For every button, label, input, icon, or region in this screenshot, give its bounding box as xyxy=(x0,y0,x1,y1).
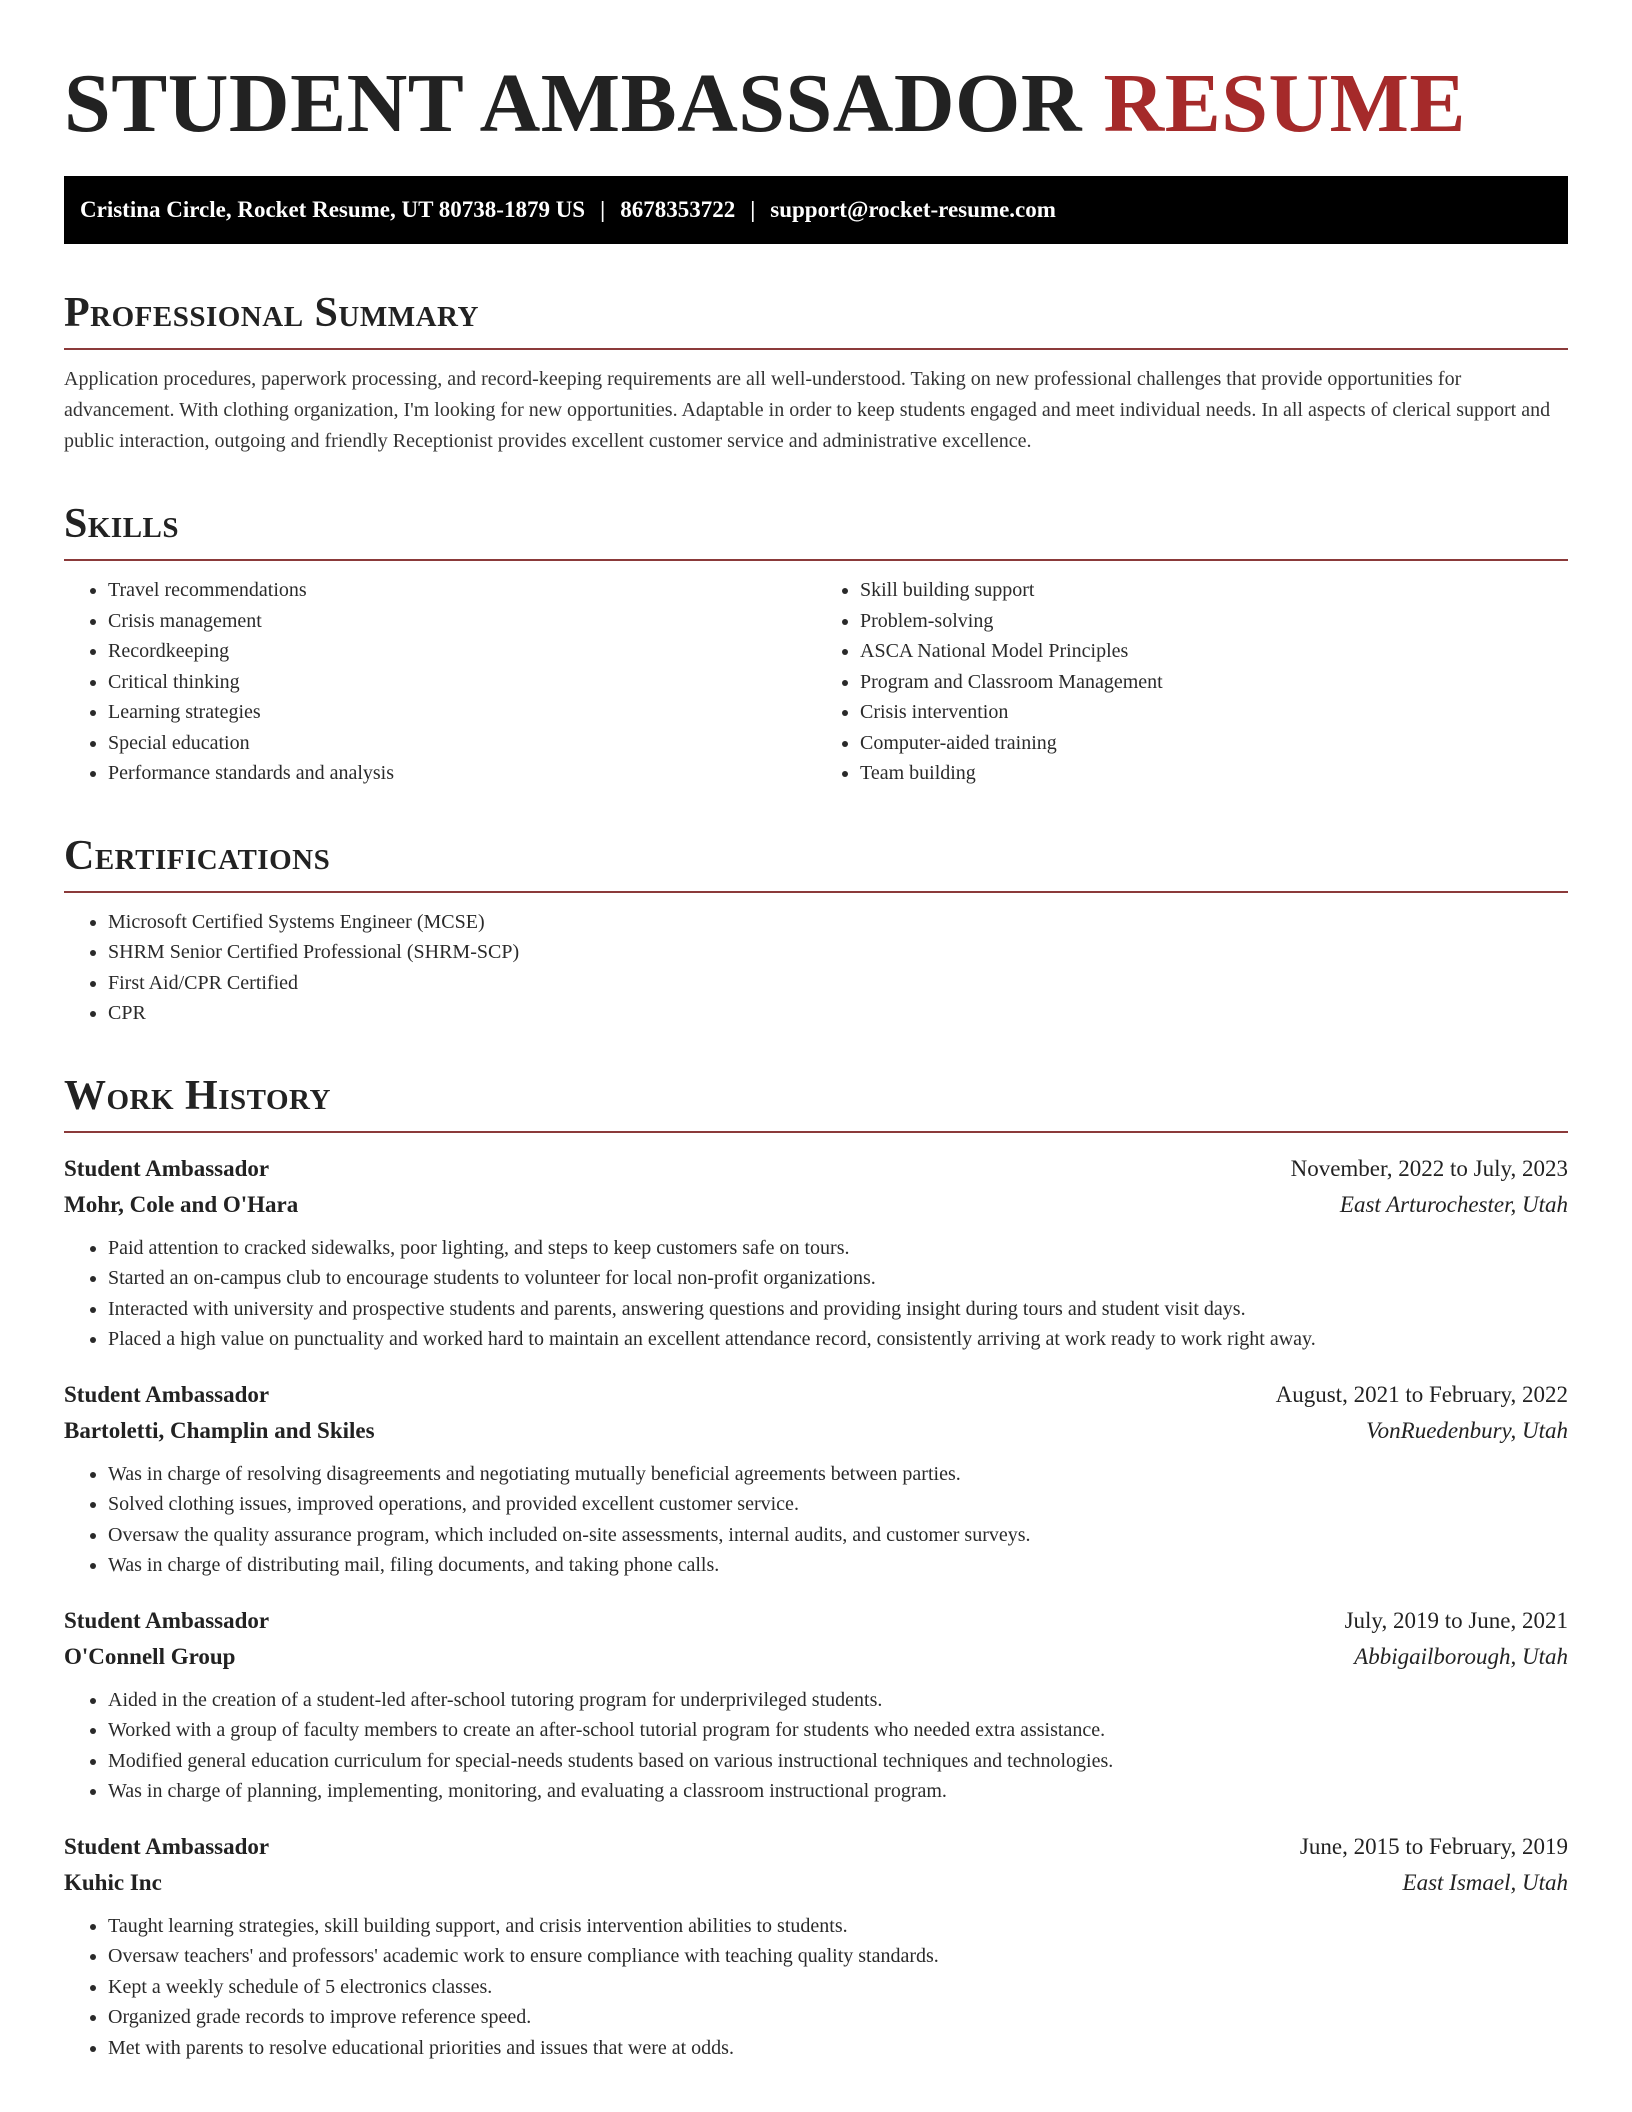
contact-bar xyxy=(64,176,1568,244)
skill-item: • ASCA National Model Principles xyxy=(860,636,1568,667)
skill-item: • Crisis management xyxy=(108,606,816,637)
job-title: Student Ambassador xyxy=(64,1155,270,1181)
contact-separator: | xyxy=(600,197,606,222)
job-entry xyxy=(64,1603,1568,1807)
job-duty-item: • Modified general education curriculum for special-needs students based on various instructional techniques and technologies. xyxy=(108,1746,1568,1777)
title-accent: RESUME xyxy=(1103,57,1466,150)
resume-title xyxy=(64,56,1568,152)
skill-item: • Skill building support xyxy=(860,575,1568,606)
skills-list-right xyxy=(816,575,1568,789)
job-duties xyxy=(64,1911,1568,2064)
job-header-row xyxy=(64,1377,1568,1413)
summary-text: Application procedures, paperwork processing, and record-keeping requirements are all well-understood. Taking on new professional challenges that provide opportunities for advancement. With clothing organization, I'm looking for new opportunities. Adaptable in order to keep students engaged and meet individual needs. In all aspects of clerical support and public interaction, outgoing and friendly Receptionist provides excellent customer service and administrative excellence. xyxy=(64,368,1551,452)
certification-item: • Microsoft Certified Systems Engineer (MCSE) xyxy=(108,907,1568,938)
skill-item: • Learning strategies xyxy=(108,697,816,728)
skill-item: • Computer-aided training xyxy=(860,728,1568,759)
summary-heading: Professional Summary xyxy=(64,288,1568,350)
job-duty-item: • Was in charge of planning, implementing, monitoring, and evaluating a classroom instructional program. xyxy=(108,1776,1568,1807)
job-title: Student Ambassador xyxy=(64,1607,270,1633)
certifications-list xyxy=(64,907,1568,1029)
job-duty-item: • Was in charge of distributing mail, filing documents, and taking phone calls. xyxy=(108,1550,1568,1581)
skill-item: • Program and Classroom Management xyxy=(860,667,1568,698)
job-duty-item: • Oversaw the quality assurance program, which included on-site assessments, internal audits, and customer surveys. xyxy=(108,1520,1568,1551)
skill-item: • Performance standards and analysis xyxy=(108,758,816,789)
job-company-row xyxy=(64,1187,1568,1223)
job-location: East Arturochester, Utah xyxy=(1339,1191,1568,1217)
job-duty-item: • Solved clothing issues, improved operations, and provided excellent customer service. xyxy=(108,1489,1568,1520)
job-company: Bartoletti, Champlin and Skiles xyxy=(64,1417,375,1443)
skill-item: • Travel recommendations xyxy=(108,575,816,606)
contact-address: Cristina Circle, Rocket Resume, UT 80738-1879 US xyxy=(80,197,586,222)
job-entry xyxy=(64,1377,1568,1581)
job-duties xyxy=(64,1685,1568,1807)
job-duty-item: • Met with parents to resolve educational priorities and issues that were at odds. xyxy=(108,2033,1568,2064)
title-main: STUDENT AMBASSADOR xyxy=(64,57,1083,150)
certifications-heading: Certifications xyxy=(64,831,1568,893)
job-duty-item: • Taught learning strategies, skill building support, and crisis intervention abilities to students. xyxy=(108,1911,1568,1942)
job-entry xyxy=(64,1151,1568,1355)
job-dates: November, 2022 to July, 2023 xyxy=(1290,1155,1568,1181)
certification-item: • SHRM Senior Certified Professional (SHRM-SCP) xyxy=(108,937,1568,968)
job-dates: June, 2015 to February, 2019 xyxy=(1299,1833,1568,1859)
job-company: Mohr, Cole and O'Hara xyxy=(64,1191,299,1217)
job-duty-item: • Interacted with university and prospective students and parents, answering questions and providing insight during tours and student visit days. xyxy=(108,1294,1568,1325)
job-duty-item: • Oversaw teachers' and professors' academic work to ensure compliance with teaching quality standards. xyxy=(108,1941,1568,1972)
job-location: East Ismael, Utah xyxy=(1402,1869,1568,1895)
job-title: Student Ambassador xyxy=(64,1833,270,1859)
job-duty-item: • Paid attention to cracked sidewalks, poor lighting, and steps to keep customers safe on tours. xyxy=(108,1233,1568,1264)
job-company-row xyxy=(64,1639,1568,1675)
job-company-row xyxy=(64,1413,1568,1449)
job-company: Kuhic Inc xyxy=(64,1869,162,1895)
job-duties xyxy=(64,1459,1568,1581)
skill-item: • Critical thinking xyxy=(108,667,816,698)
certification-item: • CPR xyxy=(108,998,1568,1029)
job-entry xyxy=(64,1829,1568,2064)
skill-item: • Recordkeeping xyxy=(108,636,816,667)
work-history-heading: Work History xyxy=(64,1071,1568,1133)
skill-item: • Crisis intervention xyxy=(860,697,1568,728)
job-dates: July, 2019 to June, 2021 xyxy=(1344,1607,1568,1633)
job-duty-item: • Kept a weekly schedule of 5 electronics classes. xyxy=(108,1972,1568,2003)
job-duty-item: • Started an on-campus club to encourage students to volunteer for local non-profit organizations. xyxy=(108,1263,1568,1294)
job-duty-item: • Was in charge of resolving disagreements and negotiating mutually beneficial agreements between parties. xyxy=(108,1459,1568,1490)
job-header-row xyxy=(64,1151,1568,1187)
skills-heading: Skills xyxy=(64,499,1568,561)
job-dates: August, 2021 to February, 2022 xyxy=(1275,1381,1568,1407)
job-duties xyxy=(64,1233,1568,1355)
skill-item: • Special education xyxy=(108,728,816,759)
skill-item: • Team building xyxy=(860,758,1568,789)
job-location: VonRuedenbury, Utah xyxy=(1366,1417,1568,1443)
skills-list-left xyxy=(64,575,816,789)
job-duty-item: • Worked with a group of faculty members to create an after-school tutorial program for students who needed extra assistance. xyxy=(108,1715,1568,1746)
contact-email: support@rocket-resume.com xyxy=(770,197,1056,222)
job-title: Student Ambassador xyxy=(64,1381,270,1407)
job-location: Abbigailborough, Utah xyxy=(1354,1643,1568,1669)
job-company-row xyxy=(64,1865,1568,1901)
job-company: O'Connell Group xyxy=(64,1643,236,1669)
job-header-row xyxy=(64,1829,1568,1865)
job-header-row xyxy=(64,1603,1568,1639)
skills-grid xyxy=(64,561,1568,789)
skill-item: • Problem-solving xyxy=(860,606,1568,637)
job-duty-item: • Aided in the creation of a student-led after-school tutoring program for underprivileged students. xyxy=(108,1685,1568,1716)
job-duty-item: • Organized grade records to improve reference speed. xyxy=(108,2002,1568,2033)
certification-item: • First Aid/CPR Certified xyxy=(108,968,1568,999)
contact-separator: | xyxy=(750,197,756,222)
job-duty-item: • Placed a high value on punctuality and worked hard to maintain an excellent attendance record, consistently arriving at work ready to work right away. xyxy=(108,1324,1568,1355)
contact-phone: 8678353722 xyxy=(620,197,736,222)
